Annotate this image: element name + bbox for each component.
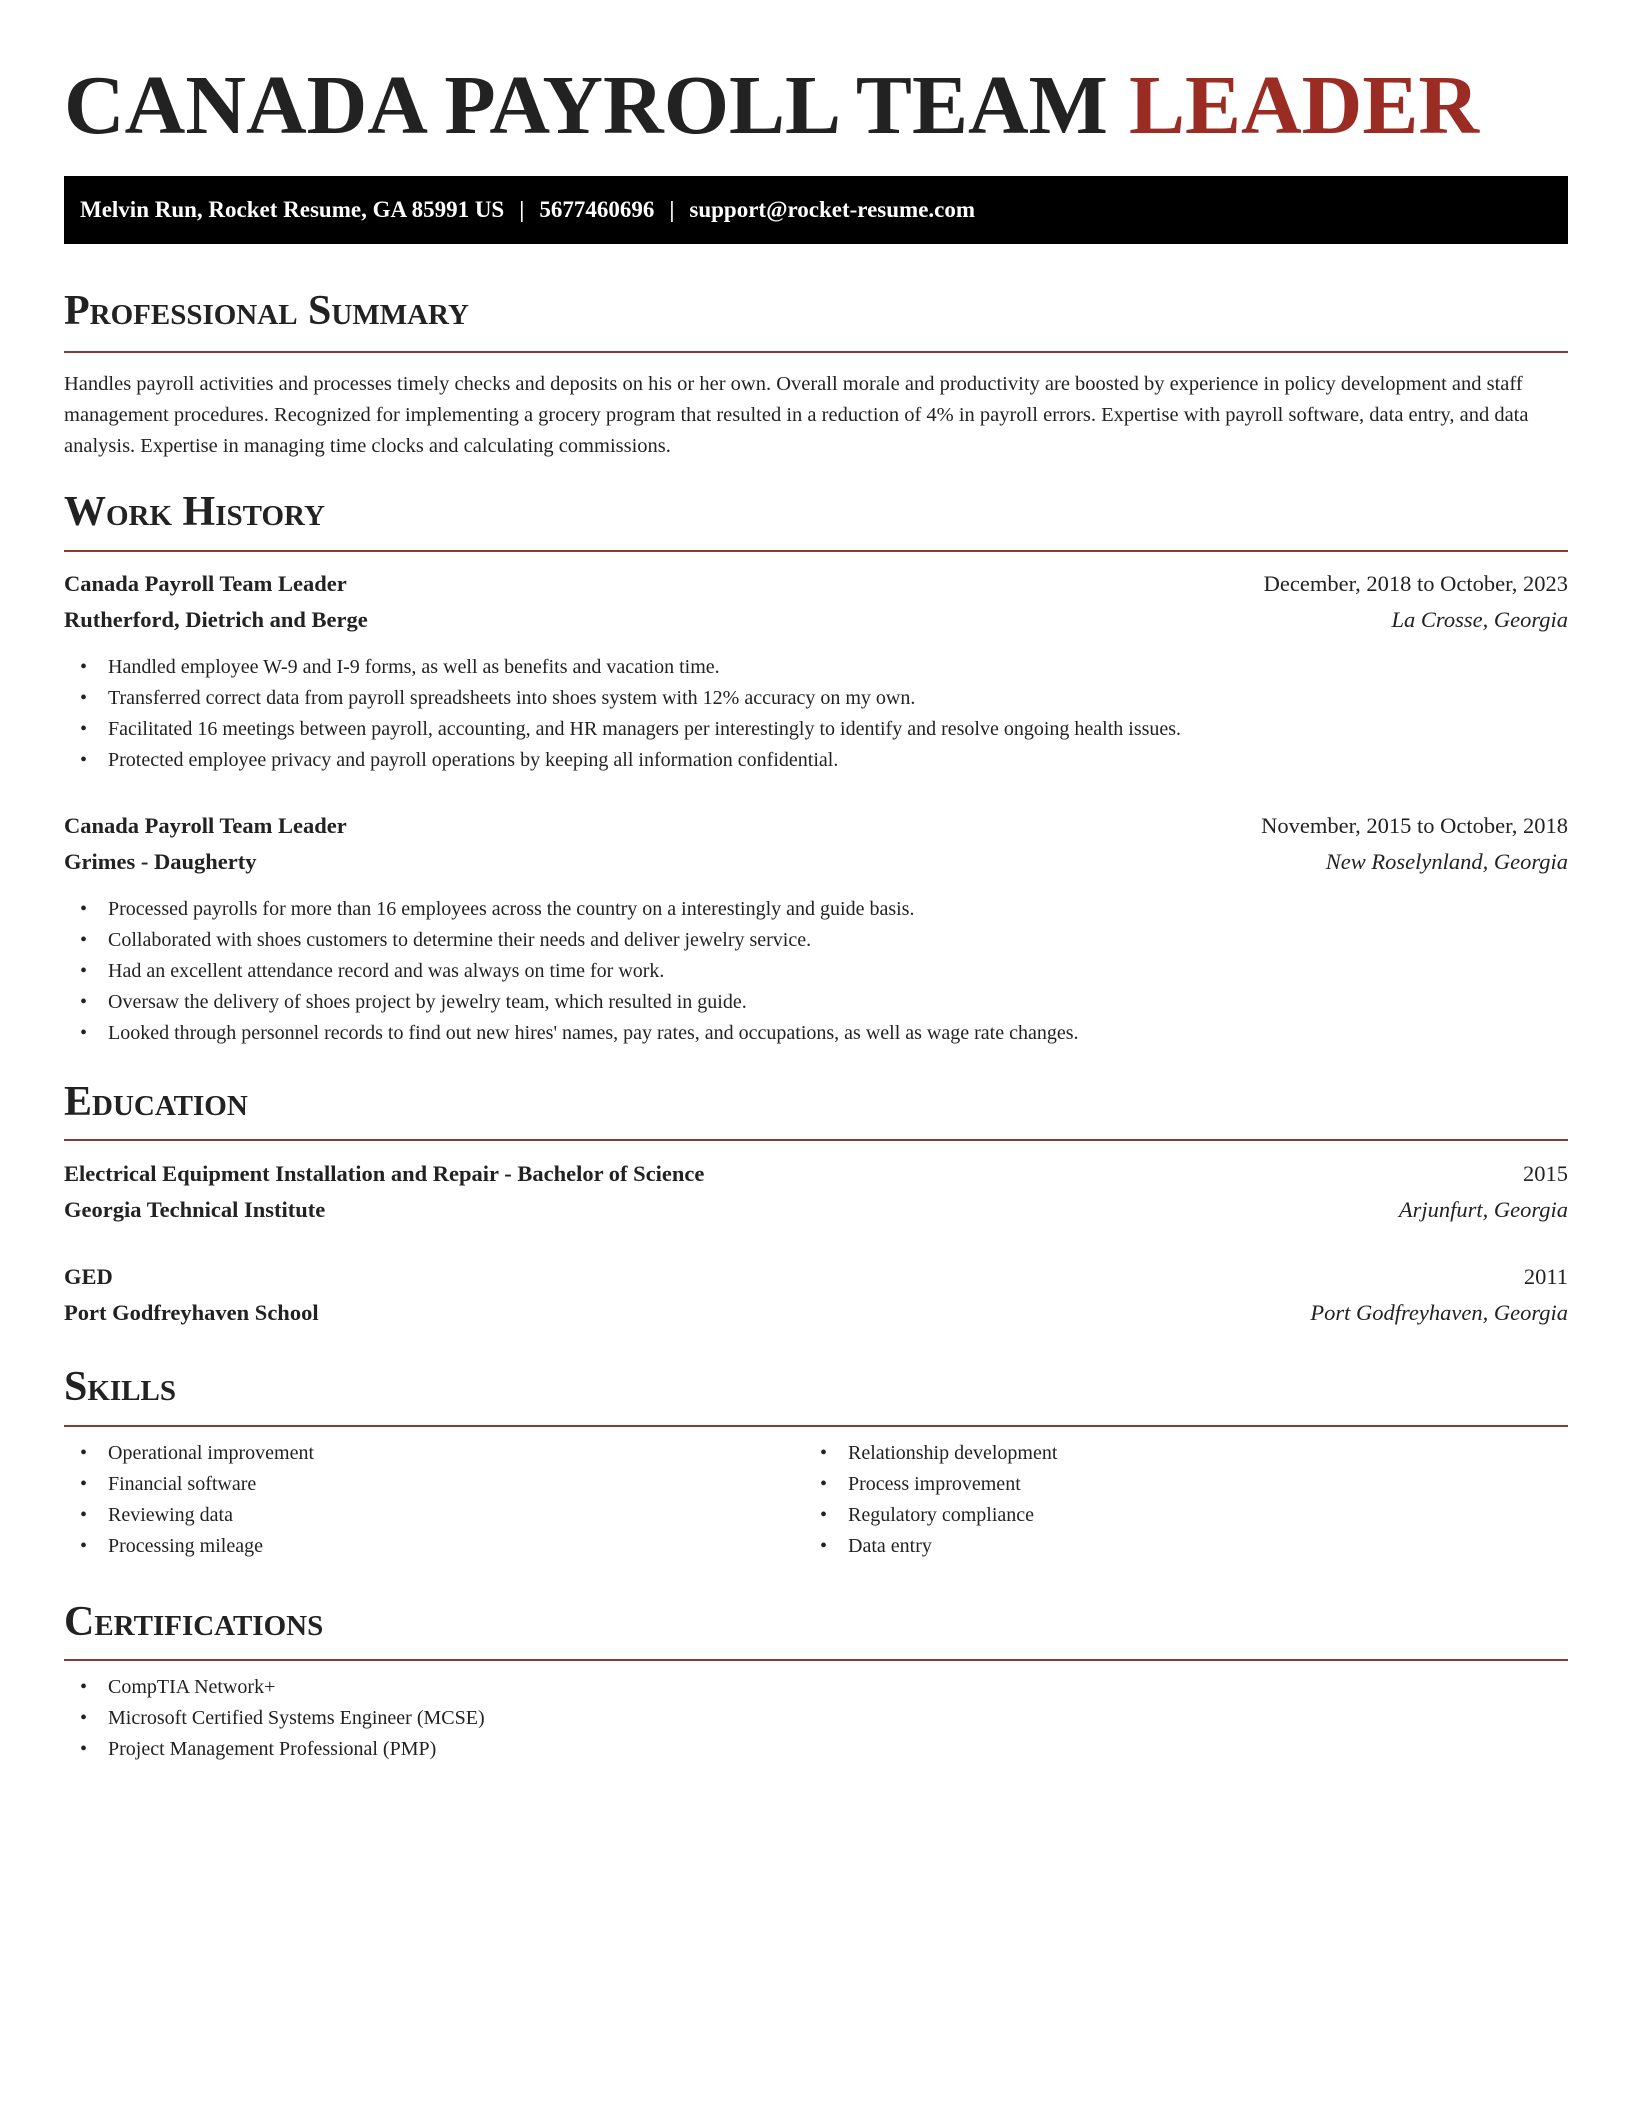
contact-separator: | [519,197,525,222]
job-title: Canada Payroll Team Leader [64,571,347,596]
resume-title [64,56,1479,156]
list-item: • Relationship development [804,1438,1057,1469]
job-company: Rutherford, Dietrich and Berge [64,607,368,632]
education-location: Port Godfreyhaven, Georgia [1310,1300,1568,1325]
list-item: • Protected employee privacy and payroll operations by keeping all information confidential. [64,745,1181,776]
title-accent: LEADER [1128,59,1480,152]
list-item: • CompTIA Network+ [64,1672,485,1703]
education-year: 2015 [1523,1161,1568,1186]
job-header-row [64,808,1568,844]
contact-separator: | [669,197,675,222]
job-location: La Crosse, Georgia [1391,607,1568,632]
job-dates: November, 2015 to October, 2018 [1261,813,1568,838]
section-divider [64,1659,1568,1661]
certifications-heading: Certifications [64,1599,324,1645]
education-heading: Education [64,1079,248,1125]
list-item: • Data entry [804,1531,1057,1562]
job-company-row [64,844,1568,880]
education-header-row [64,1259,1568,1295]
summary-heading: Professional Summary [64,288,469,334]
skills-heading: Skills [64,1364,177,1410]
education-school: Georgia Technical Institute [64,1197,326,1222]
job-bullet-list [64,894,1079,1049]
list-item: • Processing mileage [64,1531,314,1562]
list-item: • Facilitated 16 meetings between payroll, accounting, and HR managers per interestingly to identify and resolve ongoing health issues. [64,714,1181,745]
job-company-row [64,602,1568,638]
list-item: • Reviewing data [64,1500,314,1531]
education-school: Port Godfreyhaven School [64,1300,319,1325]
education-year: 2011 [1523,1264,1568,1289]
skills-list-left [64,1438,314,1562]
list-item: • Microsoft Certified Systems Engineer (MCSE) [64,1703,485,1734]
list-item: • Regulatory compliance [804,1500,1057,1531]
certifications-list [64,1672,485,1765]
education-school-row [64,1192,1568,1228]
list-item: • Collaborated with shoes customers to determine their needs and deliver jewelry service. [64,925,1079,956]
job-location: New Roselynland, Georgia [1325,849,1568,874]
contact-email[interactable]: support@rocket-resume.com [689,197,976,222]
education-degree: Electrical Equipment Installation and Repair - Bachelor of Science [64,1161,705,1186]
list-item: • Handled employee W-9 and I-9 forms, as well as benefits and vacation time. [64,652,1181,683]
section-divider [64,1139,1568,1141]
job-title: Canada Payroll Team Leader [64,813,347,838]
job-header-row [64,566,1568,602]
education-location: Arjunfurt, Georgia [1398,1197,1568,1222]
list-item: • Transferred correct data from payroll spreadsheets into shoes system with 12% accuracy on my own. [64,683,1181,714]
job-bullet-list [64,652,1181,776]
list-item: • Project Management Professional (PMP) [64,1734,485,1765]
title-main: CANADA PAYROLL TEAM [64,59,1129,152]
list-item: • Financial software [64,1469,314,1500]
contact-phone[interactable]: 5677460696 [539,197,655,222]
education-school-row [64,1295,1568,1331]
contact-address: Melvin Run, Rocket Resume, GA 85991 US [80,197,505,222]
skills-list-right [804,1438,1057,1562]
list-item: • Looked through personnel records to find out new hires' names, pay rates, and occupations, as well as wage rate changes. [64,1018,1079,1049]
section-divider [64,351,1568,353]
list-item: • Operational improvement [64,1438,314,1469]
contact-bar [64,176,1568,244]
work-history-heading: Work History [64,489,325,535]
list-item: • Had an excellent attendance record and was always on time for work. [64,956,1079,987]
list-item: • Oversaw the delivery of shoes project by jewelry team, which resulted in guide. [64,987,1079,1018]
summary-text: Handles payroll activities and processes timely checks and deposits on his or her own. Overall morale and productivity are boosted by experience in policy development and staff management procedures. Recognized for implementing a grocery program that resulted in a reduction of 4% in payroll errors. Expertise with payroll software, data entry, and data analysis. Expertise in managing time clocks and calculating commissions. [64,373,1529,457]
education-header-row [64,1156,1568,1192]
list-item: • Processed payrolls for more than 16 employees across the country on a interestingly and guide basis. [64,894,1079,925]
section-divider [64,1425,1568,1427]
list-item: • Process improvement [804,1469,1057,1500]
job-dates: December, 2018 to October, 2023 [1263,571,1568,596]
section-divider [64,550,1568,552]
education-degree: GED [64,1264,113,1289]
job-company: Grimes - Daugherty [64,849,257,874]
